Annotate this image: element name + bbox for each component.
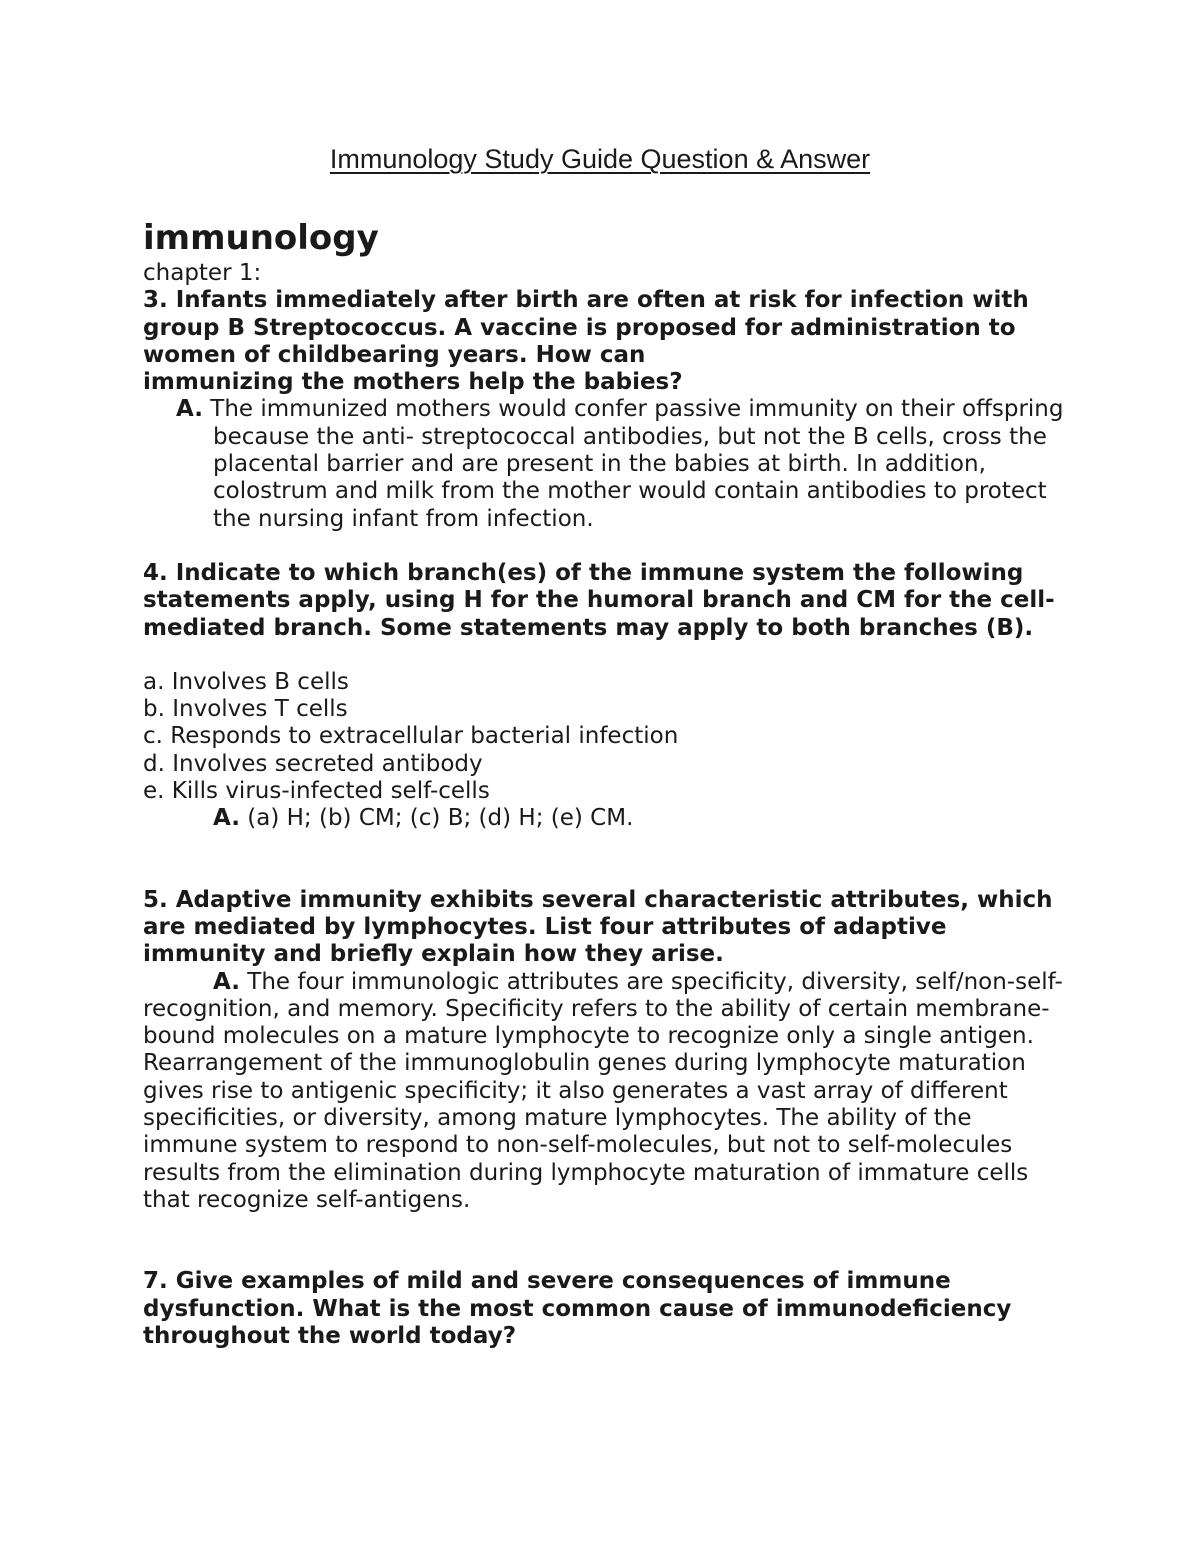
answer-label: A. (176, 396, 203, 423)
answer-5 (143, 969, 1068, 1215)
list-item: c. Responds to extracellular bacterial infection (143, 723, 679, 750)
document-body (143, 216, 1068, 1350)
answer-label: A. (213, 968, 240, 995)
list-item: b. Involves T cells (143, 696, 348, 723)
question-3: 3. Infants immediately after birth are often at risk for infection with group B Streptococcus. A vaccine is proposed for administration to women of childbearing years. How can (143, 287, 1029, 368)
chapter-label: chapter 1: (143, 260, 262, 286)
statement-list (143, 669, 1068, 805)
question-7: 7. Give examples of mild and severe consequences of immune dysfunction. What is the most common cause of immunodeficiency throughout the world today? (143, 1268, 1012, 1349)
question-4: 4. Indicate to which branch(es) of the immune system the following statements apply, using H for the humoral branch and CM for the cell-mediated branch. Some statements may apply to both branches (B). (143, 559, 1055, 641)
document-title: Immunology Study Guide Question & Answer (329, 144, 871, 174)
answer-text: (a) H; (b) CM; (c) B; (d) H; (e) CM. (247, 805, 634, 832)
answer-4 (143, 805, 1068, 832)
question-5: 5. Adaptive immunity exhibits several characteristic attributes, which are mediated by lymphocytes. List four attributes of adaptive immunity and briefly explain how they arise. (143, 886, 1053, 968)
answer-text: The four immunologic attributes are specificity, diversity, self/non-self-recognition, and memory. Specificity refers to the ability of certain membrane-bound molecules on a mature lymphocyte to recognize only a single antigen. Rearrangement of the immunoglobulin genes during lymphocyte maturation gives rise to antigenic specificity; it also generates a vast array of different specificities, or diversity, among mature lymphocytes. The ability of the immune system to respond to non-self-molecules, but not to self-molecules results from the elimination during lymphocyte maturation of immature cells that recognize self-antigens. (143, 968, 1063, 1213)
section-heading: immunology (143, 218, 379, 258)
question-3-continued: immunizing the mothers help the babies? (143, 369, 683, 396)
answer-text: The immunized mothers would confer passive immunity on their offspring because the anti- streptococcal antibodies, but not the B cells, cross the placental barrier and are present in the babies at birth. In addition, colostrum and milk from the mother would contain antibodies to protect the nursing infant from infection. (210, 396, 1064, 532)
list-item: a. Involves B cells (143, 668, 349, 695)
list-item: d. Involves secreted antibody (143, 750, 483, 777)
list-item: e. Kills virus-infected self-cells (143, 778, 490, 805)
answer-label: A. (213, 805, 240, 832)
answer-3 (143, 396, 1068, 532)
